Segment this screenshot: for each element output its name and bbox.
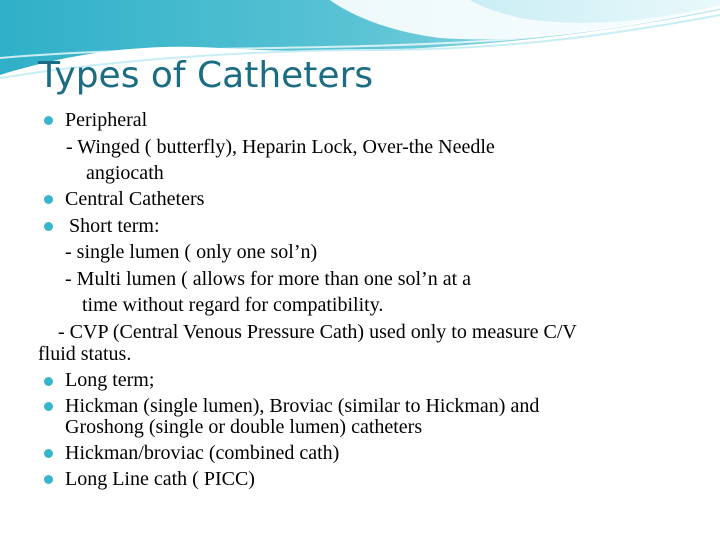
- bullet-icon: [44, 222, 53, 231]
- bullet-icon: [44, 449, 53, 458]
- bullet-peripheral: Peripheral: [65, 109, 148, 131]
- sub-item-peripheral-types-cont: angiocath: [86, 162, 164, 184]
- slide-title: Types of Catheters: [38, 55, 374, 96]
- bullet-icon: [44, 402, 53, 411]
- sub-item-peripheral-types: - Winged ( butterfly), Heparin Lock, Over-the Needle: [66, 136, 495, 158]
- bullet-hickman-broviac-groshong: Hickman (single lumen), Broviac (similar to Hickman) and: [65, 395, 540, 417]
- sub-item-multi-lumen: - Multi lumen ( allows for more than one sol’n at a: [65, 268, 472, 290]
- bullet-hickman-broviac-combined: Hickman/broviac (combined cath): [65, 442, 340, 464]
- sub-item-cvp-cont: fluid status.: [38, 343, 132, 365]
- bullet-central-catheters: Central Catheters: [65, 188, 205, 210]
- bullet-long-line-picc: Long Line cath ( PICC): [65, 468, 255, 490]
- bullet-icon: [44, 377, 53, 386]
- bullet-hickman-broviac-groshong-cont: Groshong (single or double lumen) catheters: [65, 416, 423, 438]
- sub-item-cvp: - CVP (Central Venous Pressure Cath) used only to measure C/V: [58, 321, 577, 343]
- bullet-icon: [44, 116, 53, 125]
- bullet-icon: [44, 475, 53, 484]
- sub-item-single-lumen: - single lumen ( only one sol’n): [65, 241, 318, 263]
- bullet-long-term: Long term;: [65, 369, 155, 391]
- sub-item-multi-lumen-cont: time without regard for compatibility.: [82, 294, 384, 316]
- bullet-short-term: Short term:: [69, 215, 160, 237]
- bullet-icon: [44, 195, 53, 204]
